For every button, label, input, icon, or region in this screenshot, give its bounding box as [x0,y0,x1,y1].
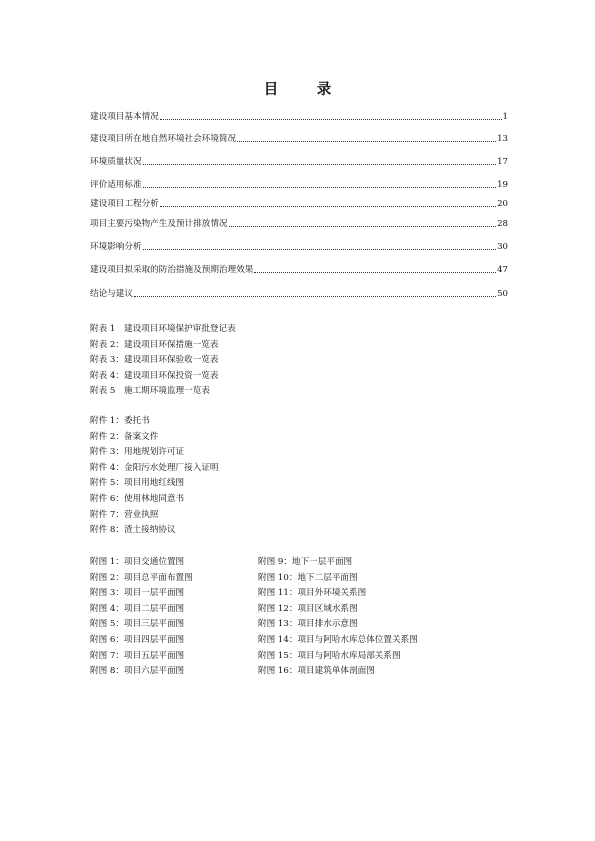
toc-entry-page: 13 [497,134,508,144]
toc-entry-page: 47 [497,265,508,275]
figures-list-left [90,555,193,680]
toc-entry-title: 结论与建议 [90,289,133,299]
toc-entry-title: 环境质量状况 [90,157,142,167]
toc-entry-title: 项目主要污染物产生及预计排放情况 [90,219,228,229]
toc-leader [229,225,497,227]
toc-leader [143,248,496,250]
list-item: 附图 4：项目二层平面图 [90,603,185,614]
toc-entry[interactable] [90,157,508,168]
list-item: 附图 11：项目外环境关系图 [258,588,367,599]
list-item: 附图 2：项目总平面布置图 [90,572,193,583]
list-item: 附件 7：营业执照 [90,509,159,520]
toc-entry-page: 20 [497,199,508,209]
toc-leader [160,205,496,207]
list-item: 附图 7：项目五层平面图 [90,650,185,661]
toc-entry[interactable] [90,134,508,145]
list-item: 附图 3：项目一层平面图 [90,588,185,599]
toc-entry[interactable] [90,219,508,230]
toc-leader [254,271,496,273]
toc-entry[interactable] [90,180,508,191]
list-item: 附件 4：金阳污水处理厂接入证明 [90,462,219,473]
page-title: 目 录 [263,81,344,98]
toc-entry[interactable] [90,112,508,123]
toc-entry-page: 50 [497,289,508,299]
toc-leader [143,163,496,165]
toc-entry[interactable] [90,289,508,300]
toc-entry-title: 建设项目工程分析 [90,199,159,209]
list-item: 附图 6：项目四层平面图 [90,634,185,645]
toc-entry-page: 28 [497,219,508,229]
list-item: 附件 5：项目用地红线图 [90,478,185,489]
toc-entry-page: 1 [502,112,508,122]
list-item: 附图 15：项目与阿哈水库局部关系图 [258,650,401,661]
toc-entry-title: 环境影响分析 [90,242,142,252]
list-item: 附图 13：项目排水示意图 [258,619,358,630]
list-item: 附表 1 建设项目环境保护审批登记表 [90,324,236,334]
toc-entry-page: 17 [497,157,508,167]
toc-leader [134,295,496,297]
list-item: 附图 12：项目区域水系图 [258,603,358,614]
list-item: 附件 2：备案文件 [90,431,159,442]
list-item: 附图 1：项目交通位置图 [90,557,185,567]
list-item: 附件 6：使用林地同意书 [90,493,185,504]
list-item: 附表 3：建设项目环保验收一览表 [90,355,219,366]
list-item: 附图 5：项目三层平面图 [90,619,185,630]
list-item: 附表 4：建设项目环保投资一览表 [90,370,219,381]
list-item: 附图 8：项目六层平面图 [90,666,185,677]
toc-entry-page: 30 [497,242,508,252]
list-item: 附件 1：委托书 [90,416,150,426]
toc-entry[interactable] [90,199,508,210]
toc-entry-title: 建设项目拟采取的防治措施及预期治理效果 [90,265,254,275]
toc-entry-title: 评价适用标准 [90,180,142,190]
list-item: 附图 14：项目与阿哈水库总体位置关系图 [258,634,418,645]
list-item: 附件 3：用地规划许可证 [90,447,185,458]
toc-entry[interactable] [90,265,508,276]
toc-entry-title: 建设项目基本情况 [90,112,159,122]
schedules-list [90,322,236,400]
list-item: 附件 8：渣土接纳协议 [90,525,176,536]
list-item: 附图 9：地下一层平面图 [258,557,353,567]
figures-list-right [258,555,418,680]
toc-leader [160,118,502,120]
list-item: 附表 5 施工期环境监理一览表 [90,386,210,397]
toc-entry-page: 19 [497,180,508,190]
list-item: 附表 2：建设项目环保措施一览表 [90,339,219,350]
attachments-list [90,414,219,539]
toc-entry-title: 建设项目所在地自然环境社会环境简况 [90,134,237,144]
list-item: 附图 10：地下二层平面图 [258,572,358,583]
list-item: 附图 16：项目建筑单体剖面图 [258,666,375,677]
toc-leader [237,140,496,142]
toc-entry[interactable] [90,242,508,253]
toc-leader [143,186,496,188]
